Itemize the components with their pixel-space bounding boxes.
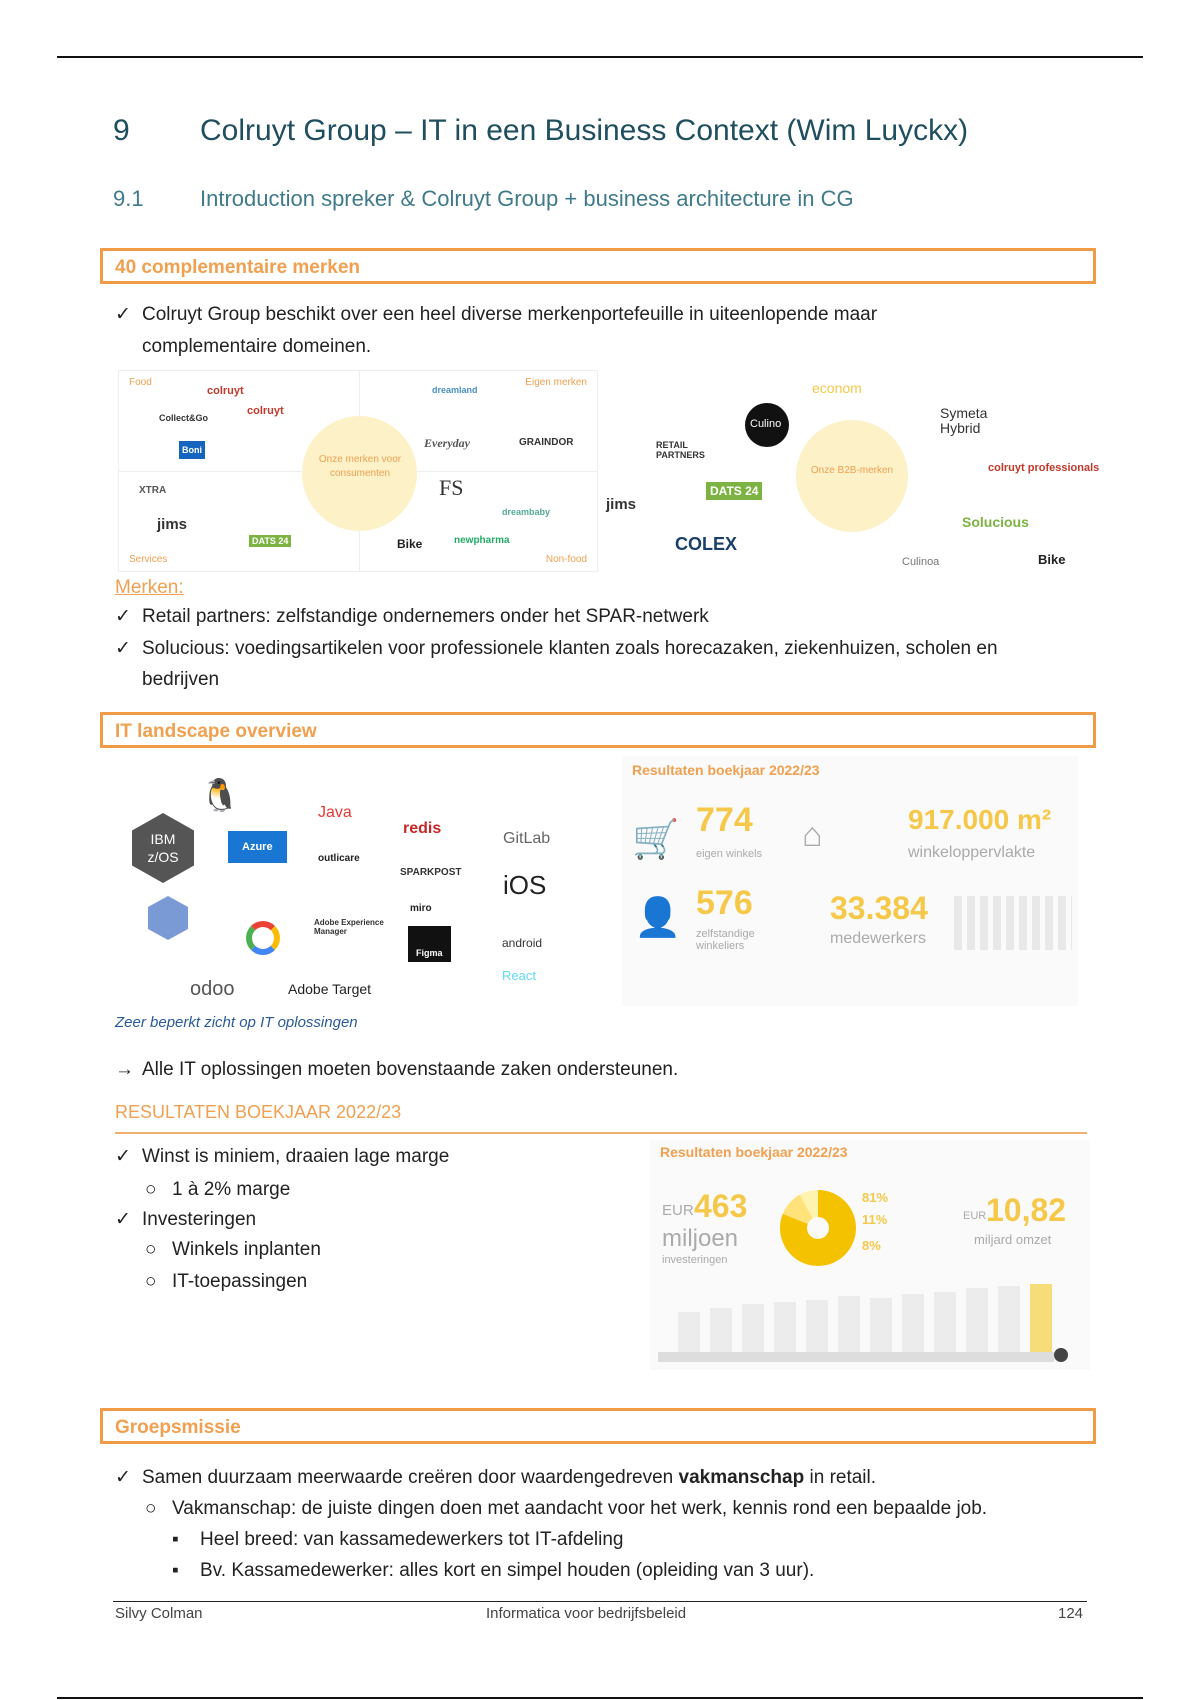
stats-title: Resultaten boekjaar 2022/23 — [632, 762, 820, 778]
tech-logo: iOS — [503, 870, 547, 900]
label-non-food: Non-food — [545, 554, 587, 565]
bar — [742, 1304, 764, 1352]
brand-logo: Boni — [179, 441, 205, 459]
tech-logo: GitLab — [503, 830, 551, 847]
bar — [806, 1300, 828, 1352]
inv-unit: miljoen — [662, 1225, 739, 1252]
resultaten-underline — [115, 1132, 1087, 1134]
bottom-rule — [57, 1697, 1143, 1699]
b2b-brands-figure — [600, 370, 1100, 570]
chapter-heading — [113, 114, 969, 148]
merken-box-title: 40 complementaire merken — [115, 257, 361, 278]
donut-pct-1: 81% — [862, 1190, 889, 1205]
donut-hole — [807, 1217, 829, 1239]
square-bullet-icon: ▪ — [172, 1529, 179, 1550]
resultaten-b1-sub: 1 à 2% marge — [172, 1179, 291, 1200]
stat-oppervlakte-label: winkeloppervlakte — [908, 844, 1036, 861]
brand-logo: Collect&Go — [159, 413, 209, 423]
brand-logo: Bike — [1038, 552, 1066, 567]
missie-box-title: Groepsmissie — [115, 1417, 241, 1438]
tech-logo: outlicare — [318, 853, 360, 864]
it-arrow-text: Alle IT oplossingen moeten bovenstaande zaken ondersteunen. — [142, 1059, 679, 1080]
tech-logo: Adobe Experience Manager — [314, 918, 384, 936]
inv-value: 463 — [694, 1188, 748, 1224]
brand-logo: jims — [157, 516, 188, 533]
section-heading — [113, 186, 854, 212]
stat-eigen-winkels-value: 774 — [696, 801, 753, 839]
tech-logo: odoo — [190, 978, 235, 1000]
brand-logo: Symeta Hybrid — [940, 405, 988, 436]
bar-axis — [658, 1352, 1054, 1362]
circle-bullet-icon: ○ — [145, 1179, 157, 1200]
tech-logo: Azure — [228, 831, 287, 863]
arrow-right-icon: → — [115, 1059, 134, 1080]
stats-panel — [622, 756, 1078, 1006]
brand-logo: jims — [606, 496, 637, 513]
bar — [902, 1294, 924, 1352]
turnover-currency: EUR — [963, 1210, 987, 1222]
merken-item-2-line2: bedrijven — [142, 669, 220, 690]
resultaten-b1: Winst is miniem, draaien lage marge — [142, 1146, 450, 1167]
brand-logo: COLEX — [675, 534, 738, 554]
resultaten-b2-sub1: Winkels inplanten — [172, 1239, 321, 1260]
brand-logo: Culino — [750, 418, 782, 430]
missie-text-pre: Samen duurzaam meerwaarde creëren door waardengedreven — [142, 1467, 679, 1488]
chapter-title: Colruyt Group – IT in een Business Context (Wim Luyckx) — [200, 114, 969, 147]
it-caption: Zeer beperkt zicht op IT oplossingen — [115, 1014, 358, 1031]
tech-logo: React — [502, 968, 536, 983]
bar — [774, 1302, 796, 1352]
footer-author: Silvy Colman — [115, 1605, 203, 1622]
donut-pct-2: 11% — [862, 1212, 888, 1227]
footer-course: Informatica voor bedrijfsbeleid — [486, 1605, 687, 1622]
inv-label: investeringen — [662, 1254, 728, 1266]
brand-logo: dreamland — [432, 385, 478, 395]
brand-logo: econom — [812, 380, 862, 396]
missie-text-post: in retail. — [804, 1467, 877, 1488]
resultaten-b2: Investeringen — [142, 1209, 257, 1230]
brand-logo: colruyt — [247, 405, 284, 417]
check-icon: ✓ — [115, 1467, 131, 1488]
circle-bullet-icon: ○ — [145, 1239, 157, 1260]
stat-medewerkers-value: 33.384 — [830, 890, 928, 926]
circle-bullet-icon: ○ — [145, 1271, 157, 1292]
check-icon: ✓ — [115, 638, 131, 659]
brand-logo: dreambaby — [502, 507, 551, 517]
brand-logo: RETAIL PARTNERS — [656, 440, 705, 460]
merken-intro-line1: Colruyt Group beschikt over een heel diverse merkenportefeuille in uiteenlopende maar — [142, 304, 878, 325]
bar-highlight — [1030, 1284, 1052, 1352]
people-grid-icon — [954, 896, 1072, 950]
missie-box — [100, 1408, 1096, 1444]
check-icon: ✓ — [115, 606, 131, 627]
check-icon: ✓ — [115, 1209, 131, 1230]
missie-sub-1b-text: Bv. Kassamedewerker: alles kort en simpel houden (opleiding van 3 uur). — [200, 1560, 815, 1581]
brand-logo: newpharma — [454, 535, 510, 546]
bar — [838, 1296, 860, 1352]
it-box — [100, 712, 1096, 748]
stat-medewerkers-label: medewerkers — [830, 930, 927, 947]
google-cloud-icon — [246, 921, 280, 955]
footer-page: 124 — [1058, 1605, 1084, 1622]
brand-logo: Solucious — [962, 514, 1029, 530]
stat-winkeliers-label: zelfstandige winkeliers — [696, 928, 755, 952]
it-logos-figure — [118, 768, 596, 1008]
label-food: Food — [129, 377, 152, 388]
merken-intro-line2: complementaire domeinen. — [142, 336, 372, 357]
footer-rule — [113, 1601, 1087, 1602]
stat-winkeliers-value: 576 — [696, 884, 753, 922]
resultaten-b2-sub2: IT-toepassingen — [172, 1271, 308, 1292]
store-icon: ⌂ — [802, 816, 823, 854]
square-bullet-icon: ▪ — [172, 1560, 179, 1581]
tech-logo: redis — [403, 820, 442, 837]
brand-logo: FS — [439, 475, 464, 500]
cart-icon: 🛒 — [632, 819, 680, 861]
tech-logo: Adobe Target — [288, 981, 372, 997]
turnover-label: miljard omzet — [974, 1232, 1052, 1247]
section-title: Introduction spreker & Colruyt Group + business architecture in CG — [200, 186, 854, 211]
db-hex-icon — [148, 896, 188, 940]
consumer-brands-figure — [118, 370, 598, 572]
brand-logo: XTRA — [139, 485, 167, 496]
missie-text-bold: vakmanschap — [678, 1467, 805, 1488]
label-eigen-merken: Eigen merken — [525, 377, 587, 388]
inv-currency: EUR — [662, 1202, 694, 1219]
merken-item-1-text: Retail partners: zelfstandige ondernemers onder het SPAR-netwerk — [142, 606, 709, 627]
resultaten-heading: RESULTATEN BOEKJAAR 2022/23 — [115, 1102, 402, 1122]
merken-item-2-line1: Solucious: voedingsartikelen voor professionele klanten zoals horecazaken, ziekenhuizen, scholen en — [142, 638, 998, 659]
missie-line-1-text — [142, 1462, 876, 1494]
bar — [966, 1288, 988, 1352]
chapter-number: 9 — [113, 114, 130, 147]
donut-pct-3: 8% — [862, 1238, 881, 1253]
missie-sub-1a-text: Heel breed: van kassamedewerkers tot IT-afdeling — [200, 1529, 624, 1550]
resultaten-figure — [650, 1140, 1090, 1370]
brand-logo: colruyt — [207, 385, 244, 397]
tech-logo: Java — [318, 804, 352, 821]
merken-box — [100, 248, 1096, 284]
brand-logo: DATS 24 — [249, 535, 291, 547]
circle-bullet-icon: ○ — [145, 1498, 157, 1519]
linux-tux-icon: 🐧 — [200, 777, 240, 813]
bar — [870, 1298, 892, 1352]
brand-logo: Culinoa — [902, 556, 940, 568]
person-icon: 👤 — [634, 897, 682, 939]
missie-sub-1-text: Vakmanschap: de juiste dingen doen met aandacht voor het werk, kennis rond een bepaalde job. — [172, 1498, 988, 1519]
bar — [934, 1292, 956, 1352]
merken-label: Merken: — [115, 577, 184, 598]
logo-dot-icon — [1054, 1348, 1068, 1362]
tech-logo: IBM z/OS — [147, 831, 179, 865]
top-rule — [57, 56, 1143, 58]
label-services: Services — [129, 554, 168, 565]
check-icon: ✓ — [115, 1146, 131, 1167]
consumer-circle-label: Onze merken voor consumenten — [318, 454, 402, 479]
stat-eigen-winkels-label: eigen winkels — [696, 848, 763, 860]
resultaten-fig-title: Resultaten boekjaar 2022/23 — [660, 1144, 848, 1160]
brand-logo: colruyt professionals — [988, 462, 1100, 474]
b2b-circle-label: Onze B2B-merken — [810, 465, 894, 476]
it-box-title: IT landscape overview — [115, 721, 317, 742]
brand-logo: GRAINDOR — [519, 437, 574, 448]
stat-oppervlakte-value: 917.000 m² — [908, 804, 1052, 835]
tech-logo: Figma — [408, 926, 451, 962]
bar — [998, 1286, 1020, 1352]
brand-logo: Everyday — [424, 436, 470, 450]
tech-logo: miro — [410, 903, 432, 914]
tech-logo: SPARKPOST — [400, 867, 462, 878]
bar — [678, 1312, 700, 1352]
bar — [710, 1308, 732, 1352]
tech-logo: android — [502, 936, 543, 950]
section-number: 9.1 — [113, 186, 144, 211]
brand-logo: DATS 24 — [706, 482, 762, 500]
brand-logo: Bike — [397, 537, 423, 551]
check-icon: ✓ — [115, 304, 131, 325]
turnover-value: 10,82 — [986, 1192, 1067, 1228]
